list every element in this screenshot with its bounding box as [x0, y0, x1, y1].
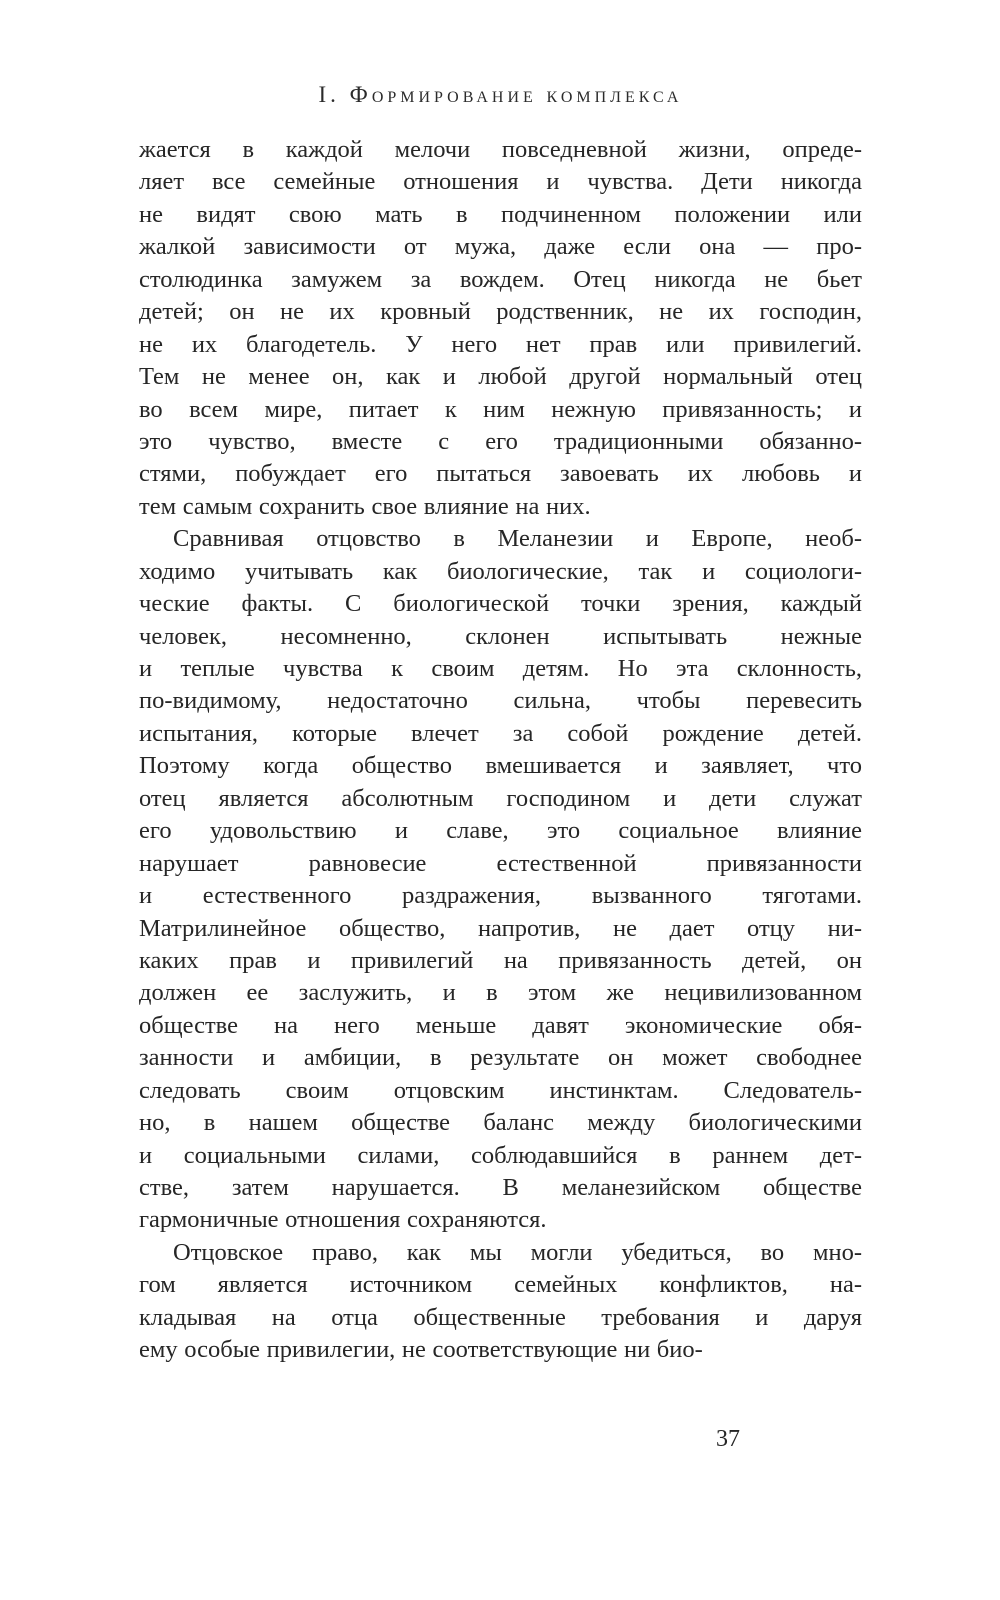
text-line: Сравнивая отцовство в Меланезии и Европе, необ- [173, 525, 862, 553]
text-line: обществе на него меньше давят экономические обя- [139, 1011, 862, 1039]
text-line: но, в нашем обществе баланс между биологическими [139, 1109, 862, 1137]
text-line: кладывая на отца общественные требования и даруя [139, 1303, 862, 1331]
text-line: не видят свою мать в подчиненном положении или [139, 200, 862, 228]
text-line: тем самым сохранить свое влияние на них. [139, 492, 591, 520]
text-line: Отцовское право, как мы могли убедиться, во мно- [173, 1238, 862, 1266]
text-line: стями, побуждает его пытаться завоевать их любовь и [139, 460, 862, 488]
text-line: и естественного раздражения, вызванного тяготами. [139, 882, 862, 910]
text-line: ческие факты. С биологической точки зрения, каждый [139, 590, 862, 618]
text-line: гармоничные отношения сохраняются. [139, 1206, 547, 1234]
page-number: 37 [716, 1426, 740, 1452]
text-line: каких прав и привилегий на привязанность детей, он [139, 946, 862, 974]
text-line: нарушает равновесие естественной привязанности [139, 849, 862, 877]
running-header: I. Формирование комплекса [318, 82, 683, 107]
text-line: и теплые чувства к своим детям. Но эта склонность, [139, 655, 862, 682]
text-line: ходимо учитывать как биологические, так и социологи- [139, 557, 862, 585]
text-line: ляет все семейные отношения и чувства. Дети никогда [139, 168, 862, 196]
text-line: стве, затем нарушается. В меланезийском обществе [139, 1174, 862, 1201]
text-line: это чувство, вместе с его традиционными обязанно- [139, 427, 862, 455]
text-line: жается в каждой мелочи повседневной жизни, опреде- [139, 136, 862, 163]
text-line: следовать своим отцовским инстинктам. Следователь- [139, 1076, 862, 1104]
text-line: столюдинка замужем за вождем. Отец никогда не бьет [139, 265, 862, 293]
text-line: испытания, которые влечет за собой рождение детей. [139, 719, 862, 747]
text-line: занности и амбиции, в результате он может свободнее [139, 1044, 862, 1072]
text-line: человек, несомненно, склонен испытывать нежные [139, 622, 862, 650]
text-line: и социальными силами, соблюдавшийся в раннем дет- [139, 1141, 862, 1169]
text-line: должен ее заслужить, и в этом же нецивилизованном [139, 979, 862, 1007]
text-line: по-видимому, недостаточно сильна, чтобы перевесить [139, 687, 862, 715]
text-line: Матрилинейное общество, напротив, не дает отцу ни- [139, 914, 862, 942]
text-line: его удовольствию и славе, это социальное влияние [139, 817, 862, 845]
text-line: отец является абсолютным господином и дети служат [139, 784, 862, 812]
text-line: во всем мире, питает к ним нежную привязанность; и [139, 395, 862, 423]
text-line: Поэтому когда общество вмешивается и заявляет, что [139, 752, 862, 780]
page-body [139, 134, 862, 1367]
text-line: не их благодетель. У него нет прав или привилегий. [139, 330, 862, 358]
text-line: детей; он не их кровный родственник, не их господин, [139, 298, 862, 326]
text-line: гом является источником семейных конфликтов, на- [139, 1271, 862, 1299]
text-line: жалкой зависимости от мужа, даже если она — про- [139, 233, 862, 261]
text-line: ему особые привилегии, не соответствующие ни био- [139, 1336, 703, 1364]
text-line: Тем не менее он, как и любой другой нормальный отец [139, 363, 862, 391]
